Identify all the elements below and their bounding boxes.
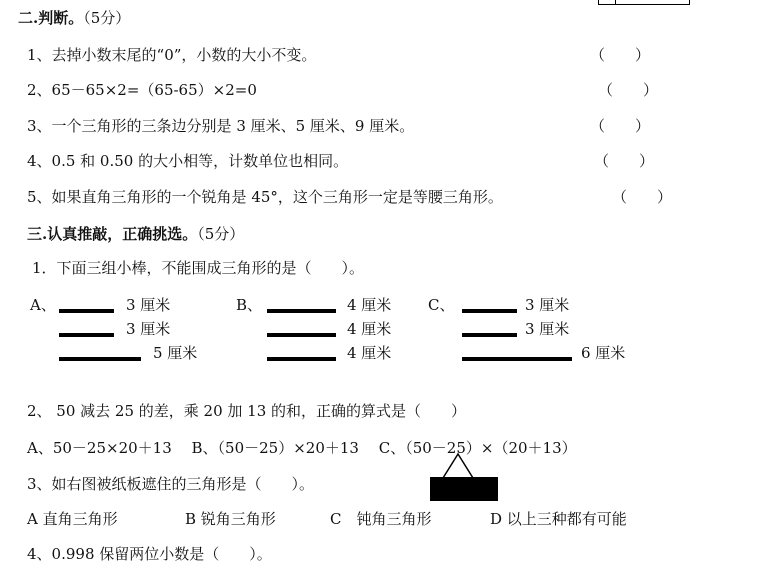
cardboard-cover bbox=[430, 477, 498, 501]
judge-item-1: 1、去掉小数末尾的“0”，小数的大小不变。 bbox=[27, 46, 317, 64]
stick-c-2 bbox=[462, 333, 517, 337]
stick-a-1-length: 3 厘米 bbox=[126, 296, 171, 314]
stick-b-1 bbox=[267, 309, 336, 313]
answer-blank-4[interactable]: （ ） bbox=[594, 152, 655, 170]
stick-c-1-length: 3 厘米 bbox=[525, 296, 570, 314]
answer-blank-5[interactable]: （ ） bbox=[612, 188, 673, 206]
q3-choice-a: A 直角三角形 bbox=[27, 510, 118, 528]
option-a-label: A、 bbox=[30, 296, 56, 314]
header-box-fragment bbox=[598, 0, 690, 5]
judge-item-5: 5、如果直角三角形的一个锐角是 45°，这个三角形一定是等腰三角形。 bbox=[27, 188, 503, 206]
answer-blank-3[interactable]: （ ） bbox=[590, 117, 651, 135]
section2-points: （5分） bbox=[83, 9, 131, 27]
question-4: 4、0.998 保留两位小数是（ ）。 bbox=[27, 545, 272, 563]
q3-choice-d: D 以上三种都有可能 bbox=[490, 510, 627, 528]
answer-blank-2[interactable]: （ ） bbox=[598, 81, 659, 99]
stick-a-3 bbox=[59, 357, 141, 361]
question-3: 3、如右图被纸板遮住的三角形是（ ）。 bbox=[27, 475, 315, 493]
stick-b-3-length: 4 厘米 bbox=[347, 344, 392, 362]
stick-a-2-length: 3 厘米 bbox=[126, 320, 171, 338]
stick-a-3-length: 5 厘米 bbox=[153, 344, 198, 362]
section2-heading bbox=[18, 8, 130, 28]
stick-c-3-length: 6 厘米 bbox=[581, 344, 626, 362]
answer-blank-1[interactable]: （ ） bbox=[590, 46, 651, 64]
judge-item-4: 4、0.5 和 0.50 的大小相等，计数单位也相同。 bbox=[27, 152, 349, 170]
question-1: 1．下面三组小棒，不能围成三角形的是（ ）。 bbox=[32, 259, 365, 277]
stick-c-3 bbox=[462, 357, 572, 361]
option-b-label: B、 bbox=[236, 296, 263, 314]
section2-title: 二.判断。 bbox=[18, 9, 84, 27]
section3-heading bbox=[27, 224, 244, 244]
judge-item-2: 2、65－65×2=（65-65）×2=0 bbox=[27, 81, 257, 99]
stick-b-2 bbox=[267, 333, 336, 337]
stick-b-3 bbox=[267, 357, 336, 361]
q3-choice-c: C 钝角三角形 bbox=[330, 510, 432, 528]
section3-title: 三.认真推敲，正确挑选。 bbox=[27, 225, 198, 243]
triangle-apex-figure bbox=[440, 450, 480, 480]
stick-b-2-length: 4 厘米 bbox=[347, 320, 392, 338]
question-2-choices: A、50－25×20＋13 B、（50－25）×20＋13 C、（50－25）×（20＋13） bbox=[27, 439, 577, 457]
stick-c-1 bbox=[462, 309, 517, 313]
stick-c-2-length: 3 厘米 bbox=[525, 320, 570, 338]
question-2: 2、 50 减去 25 的差，乘 20 加 13 的和，正确的算式是（ ） bbox=[27, 402, 467, 420]
judge-item-3: 3、一个三角形的三条边分别是 3 厘米、5 厘米、9 厘米。 bbox=[27, 117, 415, 135]
option-c-label: C、 bbox=[428, 296, 455, 314]
stick-a-2 bbox=[59, 333, 114, 337]
q3-choice-b: B 锐角三角形 bbox=[185, 510, 276, 528]
section3-points: （5分） bbox=[197, 225, 245, 243]
stick-a-1 bbox=[59, 309, 114, 313]
stick-b-1-length: 4 厘米 bbox=[347, 296, 392, 314]
